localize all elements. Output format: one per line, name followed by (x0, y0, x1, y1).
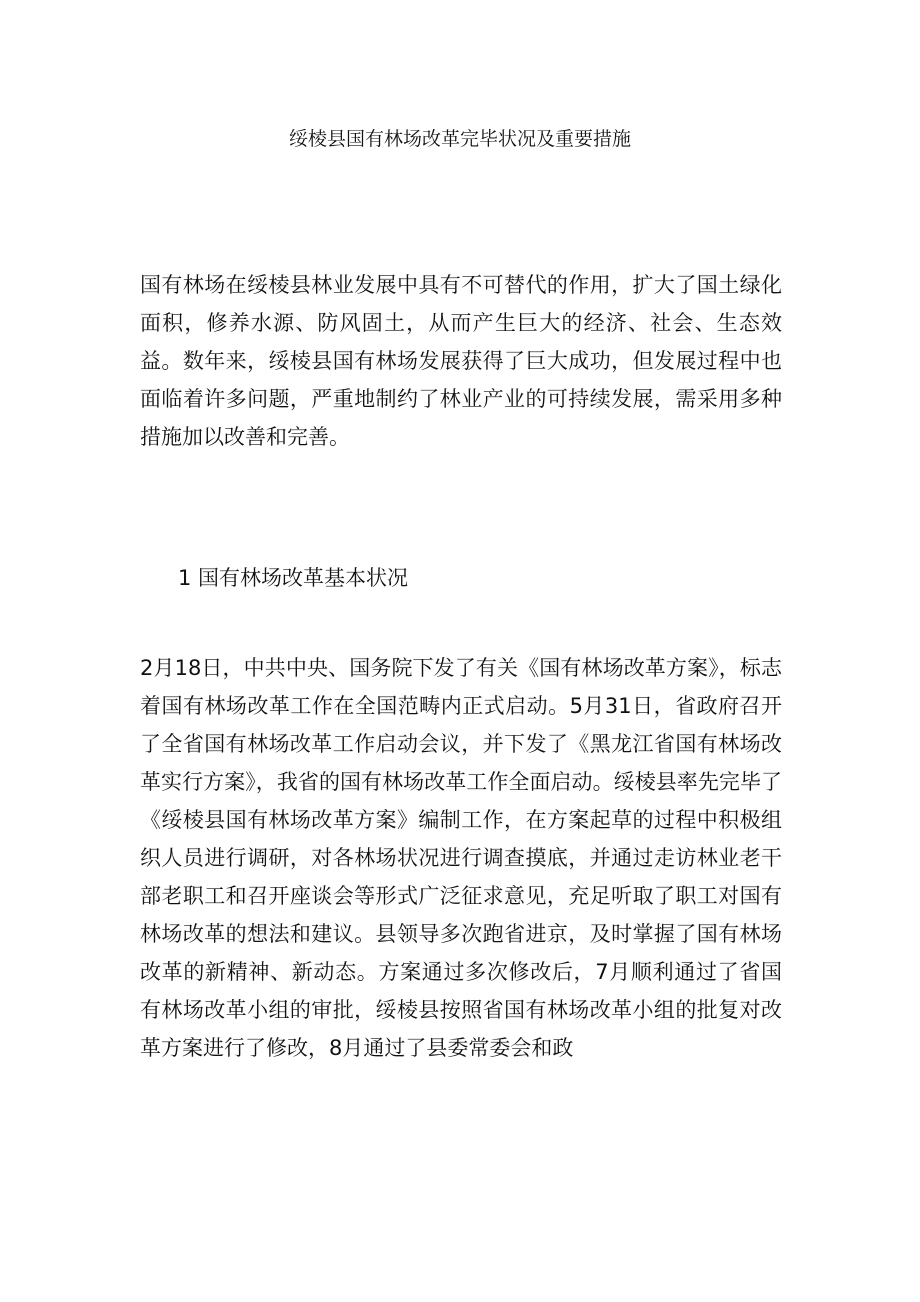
intro-paragraph: 国有林场在绥棱县林业发展中具有不可替代的作用，扩大了国土绿化面积，修养水源、防风固土，从而产生巨大的经济、社会、生态效益。数年来，绥棱县国有林场发展获得了巨大成功，但发展过程中也面临着许多问题，严重地制约了林业产业的可持续发展，需采用多种措施加以改善和完善。 (140, 273, 782, 449)
document-title: 绥棱县国有林场改革完毕状况及重要措施 (288, 128, 631, 150)
section-paragraph: 2月18日，中共中央、国务院下发了有关《国有林场改革方案》，标志着国有林场改革工作在全国范畴内正式启动。5月31日，省政府召开了全省国有林场改革工作启动会议，并下发了《黑龙江省国有林场改革实行方案》，我省的国有林场改革工作全面启动。绥棱县率先完毕了《绥棱县国有林场改革方案》编制工作，在方案起草的过程中积极组织人员进行调研，对各林场状况进行调查摸底，并通过走访林业老干部老职工和召开座谈会等形式广泛征求意见，充足听取了职工对国有林场改革的想法和建议。县领导多次跑省进京，及时掌握了国有林场改革的新精神、新动态。方案通过多次修改后，7月顺利通过了省国有林场改革小组的审批，绥棱县按照省国有林场改革小组的批复对改革方案进行了修改，8月通过了县委常委会和政 (140, 656, 782, 1060)
section-heading: 1 国有林场改革基本状况 (178, 566, 409, 590)
